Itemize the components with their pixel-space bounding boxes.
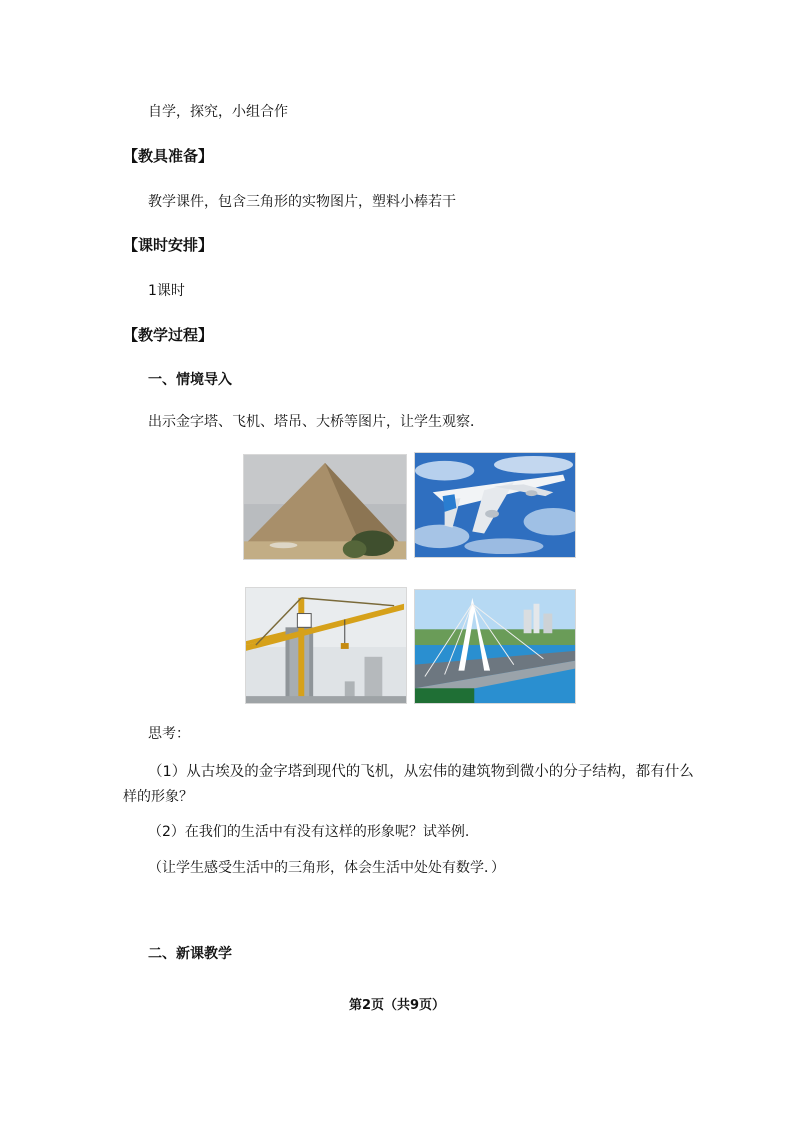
bridge-image	[414, 589, 576, 704]
airplane-image	[414, 452, 576, 558]
question-2-line: （2）在我们的生活中有没有这样的形象呢？试举例.	[148, 824, 470, 840]
method-line: 自学，探究，小组合作	[148, 104, 288, 120]
schedule-line: 1课时	[148, 283, 185, 299]
show-pictures-line: 出示金字塔、飞机、塔吊、大桥等图片，让学生观察．	[148, 414, 484, 430]
process-heading: 【教学过程】	[123, 326, 214, 344]
tools-heading: 【教具准备】	[123, 147, 214, 165]
pyramid-image	[243, 454, 407, 560]
page-footer: 第2页（共9页）	[348, 998, 446, 1013]
think-label: 思考：	[148, 726, 190, 742]
teacher-note-line: （让学生感受生活中的三角形，体会生活中处处有数学．）	[148, 860, 505, 876]
tools-line: 教学课件，包含三角形的实物图片，塑料小棒若干	[148, 194, 456, 210]
schedule-heading: 【课时安排】	[123, 236, 214, 254]
section2-heading: 二、新课教学	[148, 946, 232, 962]
question-1-line-2: 样的形象？	[123, 789, 193, 805]
section1-heading: 一、情境导入	[148, 372, 232, 388]
crane-image	[245, 587, 407, 704]
question-1-line-1: （1）从古埃及的金字塔到现代的飞机，从宏伟的建筑物到微小的分子结构，都有什么	[148, 764, 694, 780]
